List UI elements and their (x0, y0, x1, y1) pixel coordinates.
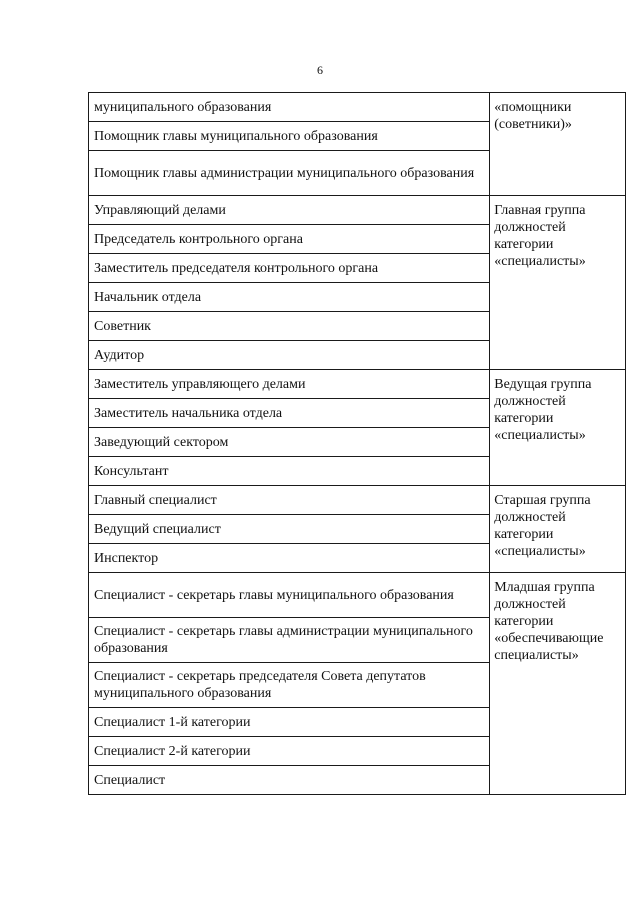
position-cell: Специалист 2-й категории (89, 737, 490, 766)
group-cell: Старшая группа должностей категории «специалисты» (490, 486, 626, 573)
table-row (89, 573, 626, 618)
position-cell: Специалист - секретарь главы муниципального образования (89, 573, 490, 618)
position-cell: Начальник отдела (89, 283, 490, 312)
position-cell: Заместитель председателя контрольного органа (89, 254, 490, 283)
table-row (89, 93, 626, 122)
position-cell: Заведующий сектором (89, 428, 490, 457)
positions-table (88, 92, 626, 795)
position-cell: муниципального образования (89, 93, 490, 122)
position-cell: Специалист 1-й категории (89, 708, 490, 737)
table-row (89, 370, 626, 399)
position-cell: Консультант (89, 457, 490, 486)
position-cell: Заместитель начальника отдела (89, 399, 490, 428)
position-cell: Управляющий делами (89, 196, 490, 225)
table-row (89, 486, 626, 515)
group-cell: «помощники (советники)» (490, 93, 626, 196)
position-cell: Заместитель управляющего делами (89, 370, 490, 399)
position-cell: Инспектор (89, 544, 490, 573)
position-cell: Председатель контрольного органа (89, 225, 490, 254)
position-cell: Специалист - секретарь главы администрации муниципального образования (89, 618, 490, 663)
position-cell: Помощник главы администрации муниципального образования (89, 151, 490, 196)
page-number: 6 (317, 63, 323, 77)
position-cell: Помощник главы муниципального образования (89, 122, 490, 151)
position-cell: Ведущий специалист (89, 515, 490, 544)
position-cell: Главный специалист (89, 486, 490, 515)
group-cell: Младшая группа должностей категории «обеспечивающие специалисты» (490, 573, 626, 795)
position-cell: Специалист - секретарь председателя Совета депутатов муниципального образования (89, 663, 490, 708)
position-cell: Специалист (89, 766, 490, 795)
group-cell: Ведущая группа должностей категории «специалисты» (490, 370, 626, 486)
group-cell: Главная группа должностей категории «специалисты» (490, 196, 626, 370)
position-cell: Аудитор (89, 341, 490, 370)
table-row (89, 196, 626, 225)
position-cell: Советник (89, 312, 490, 341)
